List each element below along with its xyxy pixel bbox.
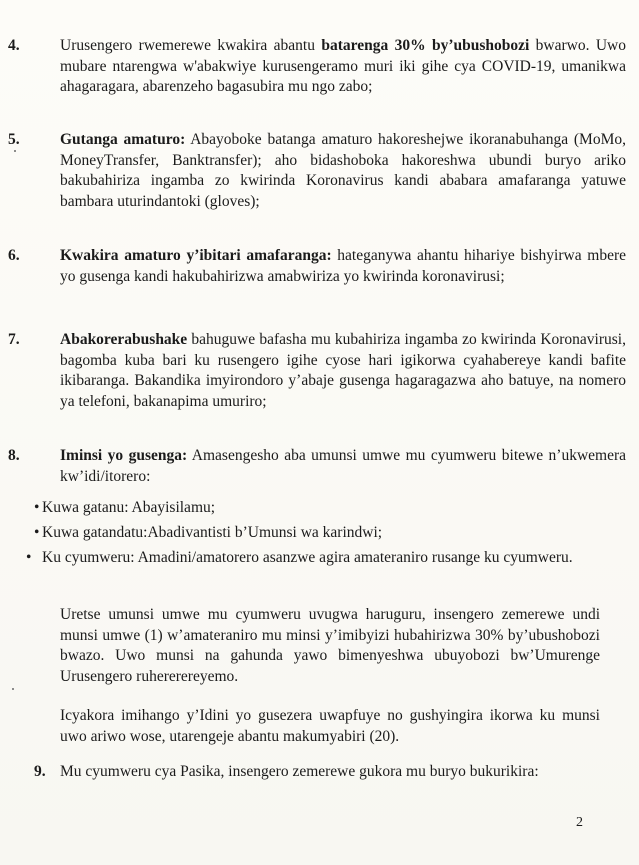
body-paragraph: Icyakora imihango y’Idini yo gusezera uwapfuye no gushyingira ikorwa ku munsi uwo ariwo wose, utarengeje abantu makumyabiri (20).	[60, 707, 600, 745]
item-number: 5.	[8, 131, 20, 148]
item-text: Mu cyumweru cya Pasika, insengero zemerewe gukora mu buryo bukurikira:	[60, 763, 539, 780]
bullet-item	[34, 523, 600, 544]
bullet-item	[26, 548, 608, 569]
bullet-text: Kuwa gatandatu:Abadivantisti b’Umunsi wa karindwi;	[42, 524, 383, 541]
bullet-text: Ku cyumweru: Amadini/amatorero asanzwe agira amateraniro rusange ku cyumweru.	[42, 549, 573, 566]
item-heading: Iminsi yo gusenga:	[60, 447, 188, 464]
item-text: Urusengero rwemerewe kwakira abantu	[60, 37, 322, 54]
bullet-icon: •	[34, 524, 40, 541]
item-number: 8.	[8, 447, 20, 464]
body-paragraph: Uretse umunsi umwe mu cyumweru uvugwa haruguru, insengero zemerewe undi munsi umwe (1) w’amateraniro mu minsi y’imibyizi hubahirizwa 30% by’ubushobozi bwazo. Uwo munsi na gahunda yawo bimenyeshwa ubuyobozi bw’Umurenge Urusengero ruhererereyemo.	[60, 606, 600, 685]
item-number: 6.	[8, 247, 20, 264]
bullet-icon: •	[34, 499, 40, 516]
list-item-8	[8, 446, 627, 487]
list-item-9	[34, 762, 600, 783]
bullet-icon: •	[26, 549, 32, 566]
item-bold-text: batarenga 30% by’ubushobozi	[321, 37, 530, 54]
item-text: Abayoboke batanga amaturo hakoreshejwe ikoranabuhanga (MoMo, MoneyTransfer, Banktransfer); aho bidashoboka hakoreshwa ubundi buryo ariko bakubahiriza ingamba zo kwirinda Koronavirus kandi ababara amafaranga yatuwe bambara uturindantoki (gloves);	[60, 131, 626, 210]
list-item-5	[8, 130, 626, 212]
item-heading: Kwakira amaturo y’ibitari amafaranga:	[60, 247, 332, 264]
item-heading: Abakorerabushake	[60, 331, 188, 348]
page-number: 2	[576, 815, 583, 830]
bullet-text: Kuwa gatanu: Abayisilamu;	[42, 499, 216, 516]
item-text: bwarwo. Uwo mubare ntarengwa w'abakwiye kurusengeramo muri iki gihe cya COVID-19, umanikwa ahagaragara, abarenzeho bagasubira mu ngo zabo;	[60, 37, 626, 95]
item-number: 9.	[34, 763, 46, 780]
scan-speck	[14, 150, 16, 152]
scan-speck	[12, 688, 14, 690]
list-item-7	[8, 330, 626, 412]
bullet-item	[34, 498, 600, 519]
item-text: bahuguwe bafasha mu kubahiriza ingamba zo kwirinda Koronavirusi, bagomba kuba bari ku rusengero igihe cyose hari igikorwa cyahabereye kandi bafite ikibaranga. Bakandika imyirondoro y’abaje gusenga hagaragazwa aho batuye, na nomero ya telefoni, bakanapima umuriro;	[60, 331, 626, 410]
item-number: 7.	[8, 331, 20, 348]
item-text: Amasengesho aba umunsi umwe mu cyumweru bitewe n’ukwemera kw’idi/itorero:	[60, 447, 627, 485]
item-text: hateganywa ahantu hihariye bishyirwa mbere yo gusenga kandi hakubahirizwa amabwiriza yo kwirinda koronavirusi;	[60, 247, 626, 285]
item-heading: Gutanga amaturo:	[60, 131, 186, 148]
item-number: 4.	[8, 37, 20, 54]
list-item-4	[8, 36, 626, 98]
list-item-6	[8, 246, 626, 287]
